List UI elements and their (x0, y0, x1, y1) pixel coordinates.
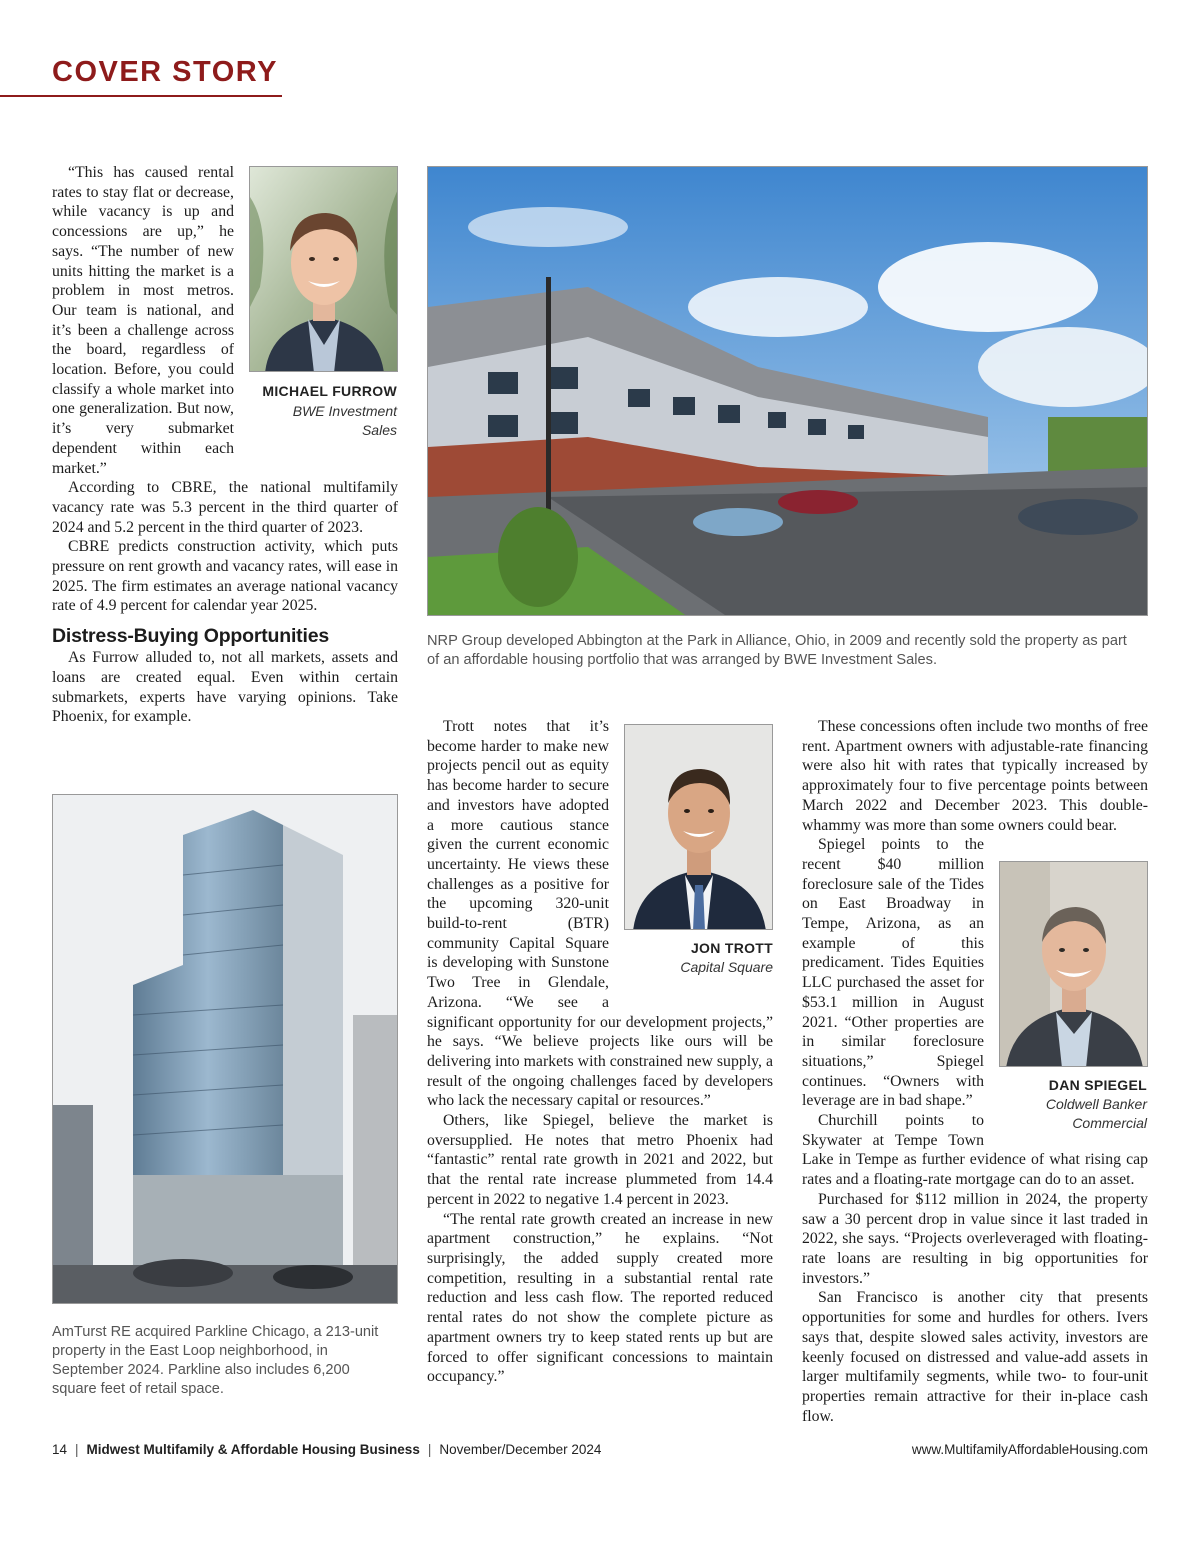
column-1 (52, 163, 398, 727)
col2-paragraph-2: Others, like Spiegel, believe the market is oversupplied. He notes that metro Phoenix had “fantastic” rental rate growth in 2021 and 2022, but that the rental rate increase plummeted from 14.4 percent in 2022 to negative 1.4 percent in 2023. (427, 1112, 773, 1208)
col3-paragraph-2: Spiegel points to the recent $40 million foreclosure sale of the Tides on East Broadway in Tempe, Arizona, as an example of this predicament. Tides Equities LLC purchased the asset for $53.1 million in August 2021. “Other properties are in similar foreclosure situations,” Spiegel continues. “Owners with leverage are in bad shape.” (802, 836, 984, 1110)
magazine-title: Midwest Multifamily & Affordable Housing Business (86, 1442, 420, 1457)
col3-paragraph-3: Churchill points to Skywater at Tempe Town Lake in Tempe as further evidence of what rising cap rates and a floating-rate mortgage can do to an asset. (802, 1112, 1148, 1189)
column-3 (802, 717, 1148, 1426)
footer-url[interactable]: www.MultifamilyAffordableHousing.com (911, 1442, 1148, 1457)
michael-furrow-name: MICHAEL FURROW (262, 383, 397, 399)
dan-spiegel-title: Coldwell Banker Commercial (1045, 1096, 1147, 1131)
col3-paragraph-1: These concessions often include two months of free rent. Apartment owners with adjustable-rate financing were also hit with rates that typically increased by approximately four to five percentage points between March 2022 and December 2023. This double-whammy was more than some owners could bear. (802, 718, 1148, 834)
section-rule (0, 95, 282, 97)
col2-paragraph-3: “The rental rate growth created an increase in new apartment construction,” he explains. “Not surprisingly, the added supply created more competition, resulting in a substantial rental rate reduction and less cash flow. The reported reduced rental rates do not show the complete picture as apartment owners try to keep stated rents up but are forced to offer significant concessions to maintain occupancy.” (427, 1210, 773, 1386)
col1-paragraph-2: According to CBRE, the national multifamily vacancy rate was 5.3 percent in the third quarter of 2024 and 5.2 percent in the third quarter of 2023. (52, 479, 398, 536)
page-number: 14 (52, 1442, 68, 1457)
parkline-photo (52, 794, 398, 1304)
distress-buying-heading: Distress-Buying Opportunities (52, 625, 329, 648)
col3-paragraph-5: San Francisco is another city that presents opportunities for some and hurdles for others. Ivers says that, despite slowed sales activity, investors are keenly focused on distressed and value-add assets in larger multifamily segments, while two- to four-unit properties remain attractive for their in-place cash flow. (802, 1289, 1148, 1425)
section-label: COVER STORY (52, 56, 278, 88)
abbington-photo (427, 166, 1148, 616)
col3-paragraph-4: Purchased for $112 million in 2024, the property saw a 30 percent drop in value since it last traded in 2022, she says. “Projects overleveraged with floating-rate loans are resulting in big opportunities for investors.” (802, 1190, 1148, 1287)
jon-trott-title: Capital Square (680, 959, 773, 975)
col1-paragraph-3: CBRE predicts construction activity, which puts pressure on rent growth and vacancy rates, will ease in 2025. The firm estimates an average national vacancy rate of 4.9 percent for calendar year 2025. (52, 538, 398, 615)
issue-date: November/December 2024 (439, 1442, 602, 1457)
footer-left: 14 | Midwest Multifamily & Affordable Housing Business | November/December 2024 (52, 1442, 602, 1457)
parkline-caption: AmTurst RE acquired Parkline Chicago, a 213-unit property in the East Loop neighborhood, in September 2024. Parkline also includes 6,200 square feet of retail space. (52, 1324, 379, 1397)
col1-paragraph-1: “This has caused rental rates to stay flat or decrease, while vacancy is up and concessions are up,” he says. “The number of new units hitting the market is a problem in most metros. Our team is national, and it’s been a challenge across the board, regardless of location. Before, you could classify a whole market into one generalization. But now, it’s very submarket dependent within each market.” (52, 164, 234, 477)
apartment-complex-illustration (428, 167, 1148, 616)
col1-paragraph-4: As Furrow alluded to, not all markets, assets and loans are created equal. Even within certain submarkets, experts have varying opinions. Take Phoenix, for example. (52, 649, 398, 726)
dan-spiegel-name: DAN SPIEGEL (1048, 1077, 1147, 1093)
column-2 (427, 717, 773, 1387)
col2-paragraph-1: Trott notes that it’s become harder to make new projects pencil out as equity has become harder to secure and investors have adopted a more cautious stance given the current economic uncertainty. He views these challenges as a positive for the upcoming 320-unit build-to-rent (BTR) community Capital Square is developing with Sunstone Two Tree in Glendale, Arizona. “We see a significant opportunity for our development projects,” he says. “We believe projects like ours will be delivering into markets with constrained new supply, a result of the ongoing challenges faced by developers who lack the necessary capital or resources.” (427, 718, 773, 1110)
high-rise-tower-illustration (53, 795, 398, 1304)
jon-trott-name: JON TROTT (690, 940, 773, 956)
michael-furrow-title: BWE Investment Sales (292, 403, 397, 438)
abbington-caption: NRP Group developed Abbington at the Park in Alliance, Ohio, in 2009 and recently sold the property as part of an affordable housing portfolio that was arranged by BWE Investment Sales. (427, 633, 1127, 668)
